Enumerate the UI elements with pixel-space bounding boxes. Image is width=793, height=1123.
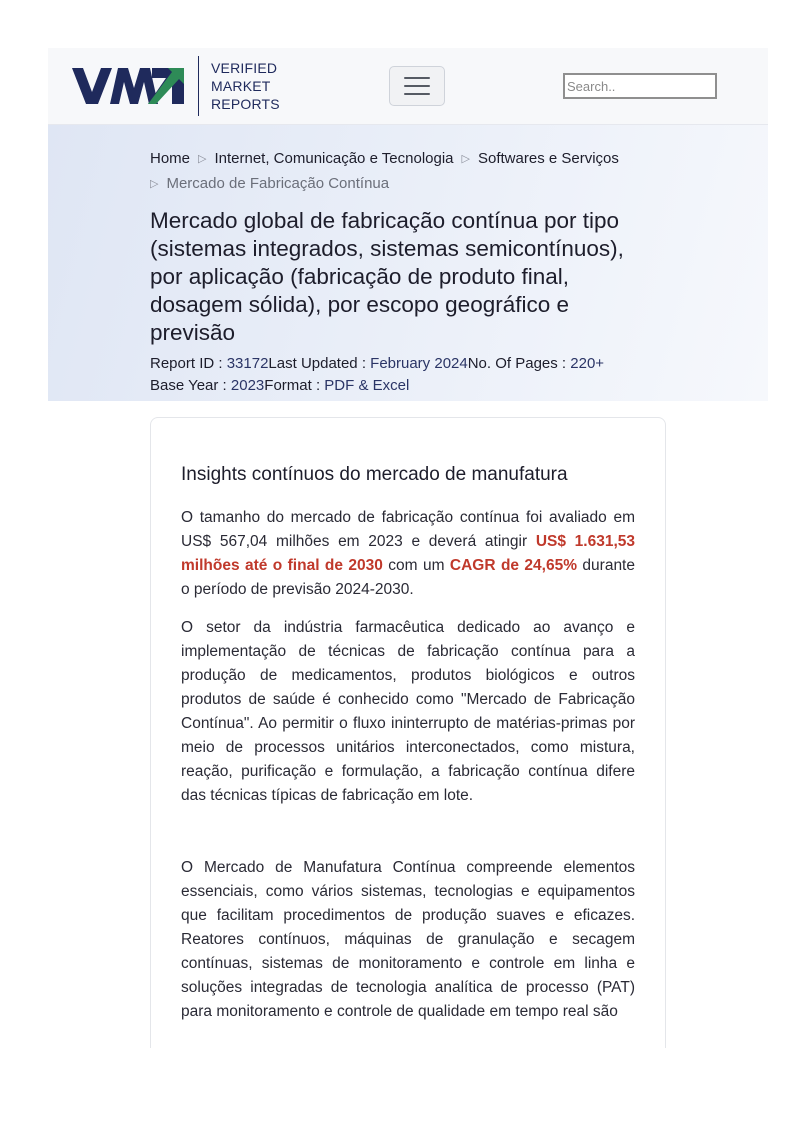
report-hero bbox=[48, 125, 768, 401]
hamburger-icon-bar-3 bbox=[404, 93, 430, 95]
report-id-label: Report ID : bbox=[150, 355, 227, 372]
report-meta bbox=[150, 353, 670, 397]
search-input[interactable] bbox=[563, 73, 717, 99]
insights-paragraph-3: O Mercado de Manufatura Contínua compreende elementos essenciais, como vários sistemas, tecnologias e equipamentos que facilitam procedimentos de produção suaves e eficazes. Reatores contínuos, máquinas de granulação e secagem contínuas, sistemas de monitoramento e controle em linha e soluções integradas de tecnologia analítica de processo (PAT) para monitoramento e controle de qualidade em tempo real são bbox=[181, 859, 635, 1020]
breadcrumb-software[interactable]: Softwares e Serviços bbox=[478, 150, 619, 167]
logo-divider bbox=[198, 56, 199, 116]
meta-row-2 bbox=[150, 375, 670, 397]
cagr-highlight: CAGR de 24,65% bbox=[449, 557, 578, 574]
format-value: PDF & Excel bbox=[324, 377, 410, 394]
market-value-highlight: US$ 1.631,53 milhões até o final de 2030 bbox=[181, 533, 635, 574]
pages-label: No. Of Pages : bbox=[467, 355, 571, 372]
site-header bbox=[48, 48, 768, 125]
insights-paragraph-1 bbox=[181, 506, 635, 602]
pages-value: 220+ bbox=[570, 355, 605, 372]
p1-text-b: com um bbox=[382, 557, 450, 574]
vmr-logo-icon bbox=[72, 66, 184, 106]
last-updated-value: February 2024 bbox=[370, 355, 468, 372]
insights-card bbox=[150, 417, 666, 1048]
menu-toggle-button[interactable] bbox=[389, 66, 445, 106]
meta-row-1 bbox=[150, 353, 670, 375]
logo-wordmark bbox=[211, 59, 280, 113]
logo-line-1: VERIFIED bbox=[211, 60, 278, 76]
chevron-right-icon: ▷ bbox=[150, 178, 159, 190]
hamburger-icon-bar-1 bbox=[404, 77, 430, 79]
page-frame bbox=[48, 48, 768, 1048]
format-label: Format : bbox=[264, 377, 325, 394]
breadcrumb-internet[interactable]: Internet, Comunicação e Tecnologia bbox=[214, 150, 454, 167]
chevron-right-icon: ▷ bbox=[198, 153, 207, 165]
chevron-right-icon: ▷ bbox=[461, 153, 470, 165]
breadcrumb-current: Mercado de Fabricação Contínua bbox=[166, 175, 390, 192]
vmr-logo[interactable] bbox=[72, 56, 280, 116]
base-year-value: 2023 bbox=[230, 377, 265, 394]
hamburger-icon-bar-2 bbox=[404, 85, 430, 87]
insights-heading: Insights contínuos do mercado de manufatura bbox=[181, 464, 568, 485]
report-id-value: 33172 bbox=[226, 355, 269, 372]
insights-paragraph-2: O setor da indústria farmacêutica dedicado ao avanço e implementação de técnicas de fabricação contínua para a produção de medicamentos, produtos biológicos e outros produtos de saúde é conhecido como "Mercado de Fabricação Contínua". Ao permitir o fluxo ininterrupto de matérias-primas por meio de processos unitários interconectados, como mistura, reação, purificação e formulação, a fabricação contínua difere das técnicas típicas de fabricação em lote. bbox=[181, 619, 635, 804]
page-title: Mercado global de fabricação contínua por tipo (sistemas integrados, sistemas semicontínuos), por aplicação (fabricação de produto final, dosagem sólida), por escopo geográfico e previsão bbox=[150, 208, 624, 345]
base-year-label: Base Year : bbox=[150, 377, 231, 394]
breadcrumb-home[interactable]: Home bbox=[150, 150, 191, 167]
p1-text-a: O tamanho do mercado de fabricação contínua foi avaliado em US$ 567,04 milhões em 2023 e deverá atingir bbox=[181, 509, 635, 550]
logo-line-3: REPORTS bbox=[211, 96, 280, 112]
logo-line-2: MARKET bbox=[211, 78, 271, 94]
last-updated-label: Last Updated : bbox=[268, 355, 371, 372]
breadcrumb bbox=[150, 147, 670, 197]
p1-text-c: durante o período de previsão 2024-2030. bbox=[181, 557, 635, 598]
